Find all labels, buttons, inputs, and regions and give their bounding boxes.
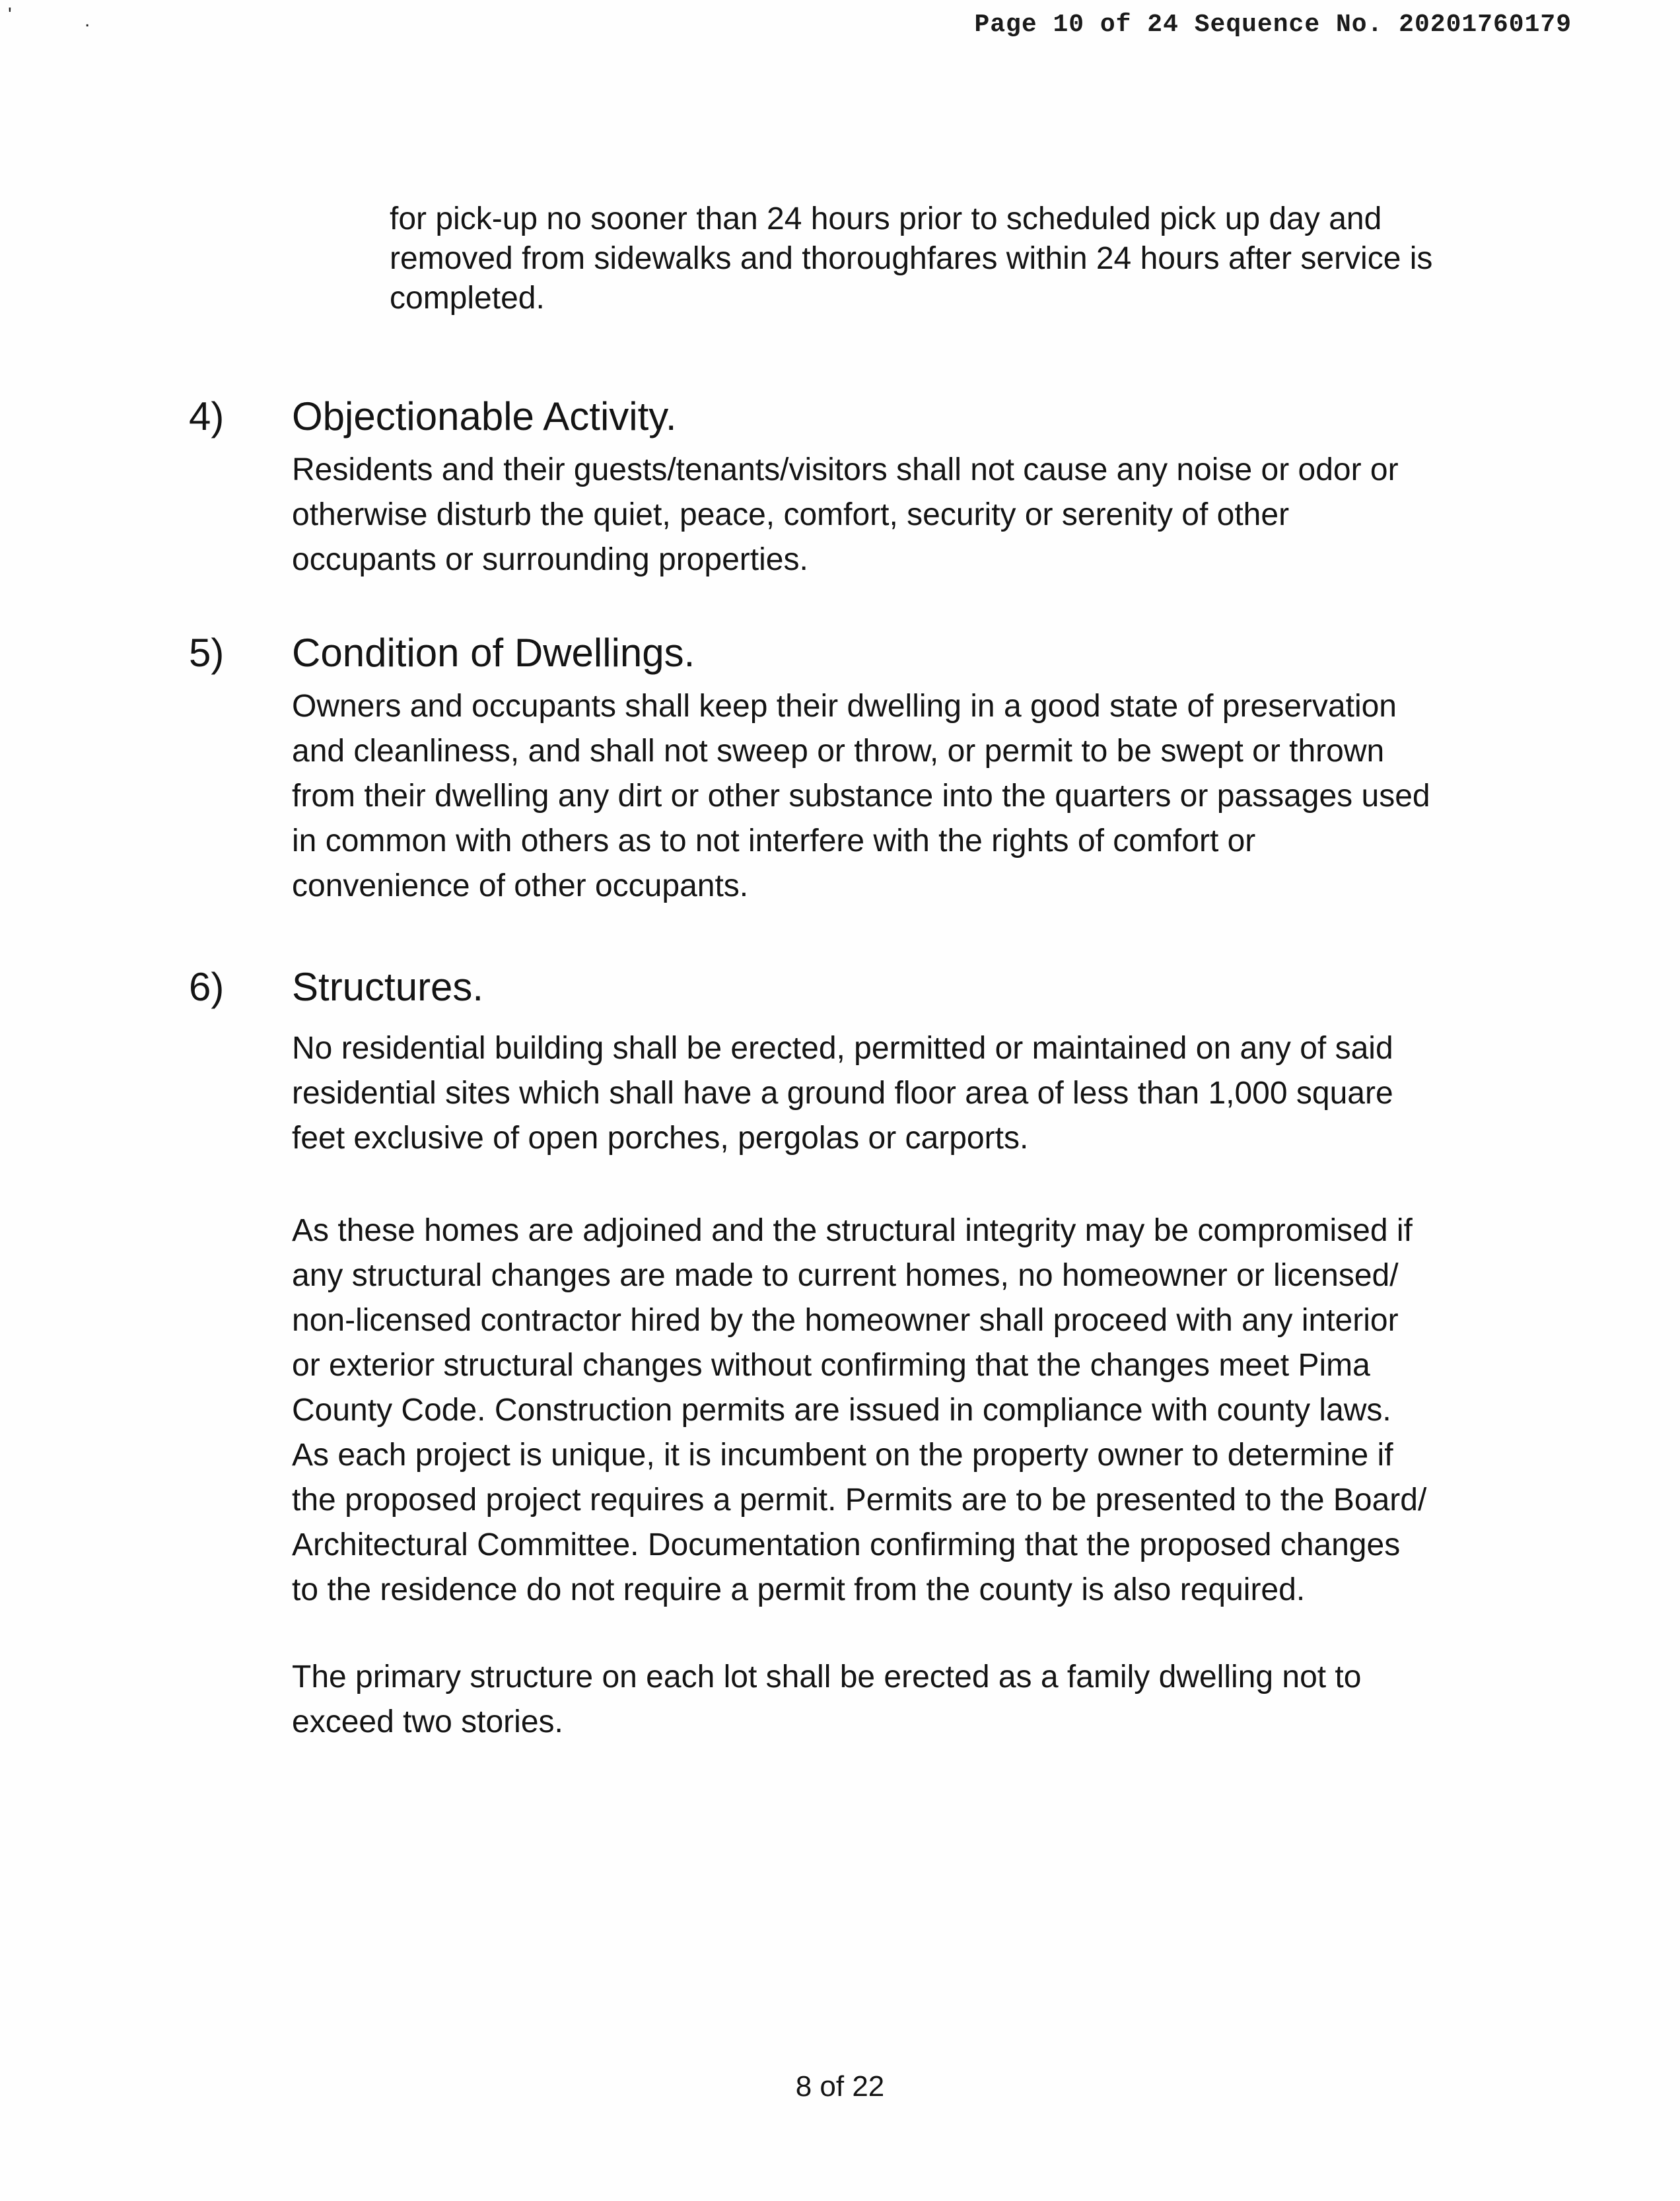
continuation-paragraph bbox=[390, 199, 1432, 318]
text-line: Architectural Committee. Documentation confirming that the proposed changes bbox=[292, 1527, 1401, 1562]
text-line: occupants or surrounding properties. bbox=[292, 542, 808, 577]
section-6-title: Structures. bbox=[292, 965, 484, 1009]
text-line: otherwise disturb the quiet, peace, comfort, security or serenity of other bbox=[292, 497, 1290, 532]
text-line: to the residence do not require a permit from the county is also required. bbox=[292, 1572, 1306, 1607]
text-line: The primary structure on each lot shall be erected as a family dwelling not to bbox=[292, 1659, 1362, 1694]
text-line: in common with others as to not interfere with the rights of comfort or bbox=[292, 823, 1256, 858]
text-line: non-licensed contractor hired by the homeowner shall proceed with any interior bbox=[292, 1303, 1399, 1338]
text-line: completed. bbox=[390, 281, 545, 316]
text-line: County Code. Construction permits are issued in compliance with county laws. bbox=[292, 1393, 1391, 1428]
section-6-paragraph-1 bbox=[292, 1026, 1393, 1161]
text-line: As these homes are adjoined and the structural integrity may be compromised if bbox=[292, 1213, 1413, 1248]
section-4-paragraph bbox=[292, 448, 1399, 582]
text-line: residential sites which shall have a ground floor area of less than 1,000 square bbox=[292, 1076, 1393, 1111]
text-line: exceed two stories. bbox=[292, 1704, 563, 1739]
section-6-number: 6) bbox=[189, 965, 225, 1009]
text-line: feet exclusive of open porches, pergolas or carports. bbox=[292, 1121, 1029, 1156]
text-line: Residents and their guests/tenants/visitors shall not cause any noise or odor or bbox=[292, 452, 1399, 487]
text-line: from their dwelling any dirt or other substance into the quarters or passages used bbox=[292, 779, 1430, 814]
scan-tick-mark: ' bbox=[8, 4, 12, 26]
text-line: No residential building shall be erected, permitted or maintained on any of said bbox=[292, 1031, 1393, 1066]
section-6-paragraph-2 bbox=[292, 1208, 1426, 1613]
text-line: for pick-up no sooner than 24 hours prior to scheduled pick up day and bbox=[390, 201, 1382, 236]
text-line: or exterior structural changes without confirming that the changes meet Pima bbox=[292, 1348, 1370, 1383]
text-line: any structural changes are made to current homes, no homeowner or licensed/ bbox=[292, 1258, 1399, 1293]
section-4-title: Objectionable Activity. bbox=[292, 394, 677, 438]
text-line: Owners and occupants shall keep their dwelling in a good state of preservation bbox=[292, 689, 1397, 724]
section-4-number: 4) bbox=[189, 394, 225, 438]
scan-dot-mark: . bbox=[85, 9, 90, 31]
recording-header: Page 10 of 24 Sequence No. 20201760179 bbox=[974, 11, 1572, 39]
section-5-number: 5) bbox=[189, 631, 225, 675]
section-5-paragraph bbox=[292, 684, 1430, 909]
text-line: As each project is unique, it is incumbent on the property owner to determine if bbox=[292, 1438, 1393, 1473]
text-line: and cleanliness, and shall not sweep or throw, or permit to be swept or thrown bbox=[292, 734, 1385, 769]
section-6-paragraph-3 bbox=[292, 1655, 1361, 1745]
text-line: removed from sidewalks and thoroughfares within 24 hours after service is bbox=[390, 241, 1433, 276]
text-line: the proposed project requires a permit. Permits are to be presented to the Board/ bbox=[292, 1483, 1427, 1518]
text-line: convenience of other occupants. bbox=[292, 868, 749, 903]
section-5-title: Condition of Dwellings. bbox=[292, 631, 695, 675]
page-number-footer: 8 of 22 bbox=[795, 2070, 885, 2103]
